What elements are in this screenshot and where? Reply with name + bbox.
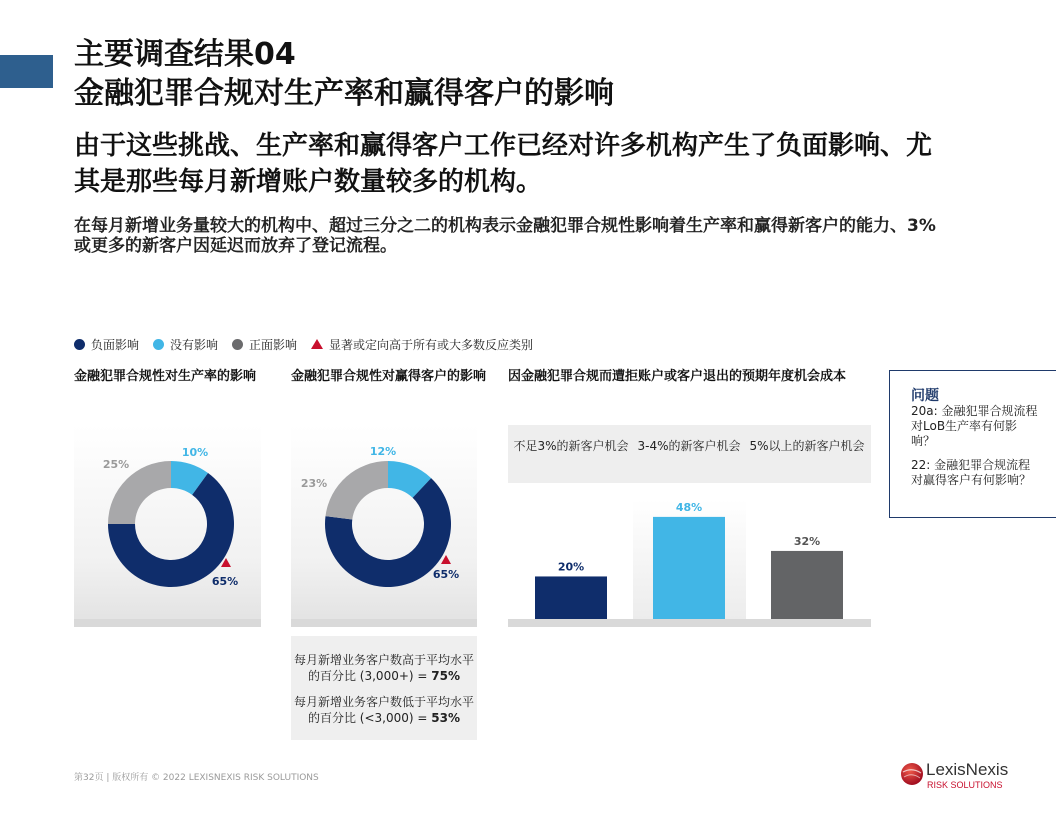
- lexisnexis-globe-icon: [900, 762, 924, 786]
- bar-chart-title: 因金融犯罪合规而遭拒账户或客户退出的预期年度机会成本: [508, 369, 847, 384]
- question-title: 问题: [911, 388, 939, 404]
- legend-label-positive: 正面影响: [249, 337, 298, 352]
- bar-chart-baseline: [508, 619, 871, 627]
- donut-customer-label-1: 65%: [432, 568, 460, 581]
- logo-subtitle: RISK SOLUTIONS: [927, 780, 1003, 790]
- significance-triangle-icon: [311, 339, 323, 349]
- page-title-line2: 金融犯罪合规对生产率和赢得客户的影响: [74, 76, 614, 111]
- legend-swatch-negative: [74, 339, 85, 350]
- question-box: [889, 370, 1056, 518]
- donut-productivity-label-1: 65%: [211, 575, 239, 588]
- lead-paragraph: 在每月新增业务量较大的机构中、超过三分之二的机构表示金融犯罪合规性影响着生产率和赢得新客户的能力、3%或更多的新客户因延迟而放弃了登记流程。: [74, 216, 936, 256]
- note-box: [291, 636, 477, 740]
- note-above-average: [291, 652, 477, 684]
- footer-copyright: 第32页 | 版权所有 © 2022 LEXISNEXIS RISK SOLUTIONS: [74, 773, 319, 783]
- bar-chart: [508, 483, 871, 620]
- donut-customer-slice-3: [325, 461, 388, 519]
- bar-category-label-1: 不足3%的新客户机会: [513, 439, 629, 453]
- legend-item-negative: [74, 336, 139, 353]
- logo-name: LexisNexis: [926, 760, 1009, 779]
- donut-customer-title: 金融犯罪合规性对赢得客户的影响: [291, 369, 487, 384]
- legend-label-negative: 负面影响: [91, 337, 140, 352]
- bar-category-header: [508, 425, 871, 483]
- donut-productivity-title: 金融犯罪合规性对生产率的影响: [74, 369, 257, 384]
- note-below-average-value: 53%: [431, 711, 460, 725]
- bar-value-label-3: 32%: [793, 534, 821, 548]
- bar-category-label-2: 3-4%的新客户机会: [637, 439, 741, 453]
- donut-productivity-chart: [74, 425, 261, 621]
- note-above-average-value: 75%: [431, 669, 460, 683]
- legend-item-none: [153, 336, 218, 353]
- donut-customer-label-2: 12%: [369, 445, 397, 458]
- question-22: 22: 金融犯罪合规流程对赢得客户有何影响？: [911, 458, 1032, 487]
- donut-productivity-label-3: 25%: [102, 458, 130, 471]
- page-subtitle: 由于这些挑战、生产率和赢得客户工作已经对许多机构产生了负面影响、尤其是那些每月新增账户数量较多的机构。: [74, 131, 933, 197]
- page-title-line1: 主要调查结果04: [74, 37, 296, 72]
- legend-label-significant: 显著或定向高于所有或大多数反应类别: [329, 337, 534, 352]
- bar-2: [653, 517, 725, 619]
- donut-customer-chart: [291, 425, 477, 621]
- bar-category-label-3: 5%以上的新客户机会: [749, 439, 865, 453]
- note-below-average: [291, 694, 477, 726]
- chart-legend: [74, 336, 547, 352]
- bar-1: [535, 576, 607, 619]
- note-above-average-text: 每月新增业务客户数高于平均水平的百分比 (3,000+) =: [293, 653, 474, 683]
- legend-item-positive: [232, 336, 297, 353]
- donut-productivity-label-2: 10%: [181, 446, 209, 459]
- donut-customer-significance-marker: [441, 555, 451, 564]
- donut-customer-label-3: 23%: [300, 477, 328, 490]
- bar-3: [771, 551, 843, 619]
- legend-swatch-none: [153, 339, 164, 350]
- legend-label-none: 没有影响: [170, 337, 219, 352]
- accent-bar: [0, 55, 53, 88]
- legend-item-significant: [311, 336, 533, 353]
- lexisnexis-logo: [900, 760, 1020, 794]
- bar-value-label-1: 20%: [557, 560, 585, 574]
- question-20a: 20a: 金融犯罪合规流程对LoB生产率有何影响？: [911, 404, 1038, 448]
- legend-swatch-positive: [232, 339, 243, 350]
- bar-value-label-2: 48%: [675, 500, 703, 514]
- note-below-average-text: 每月新增业务客户数低于平均水平的百分比 (<3,000) =: [293, 695, 474, 725]
